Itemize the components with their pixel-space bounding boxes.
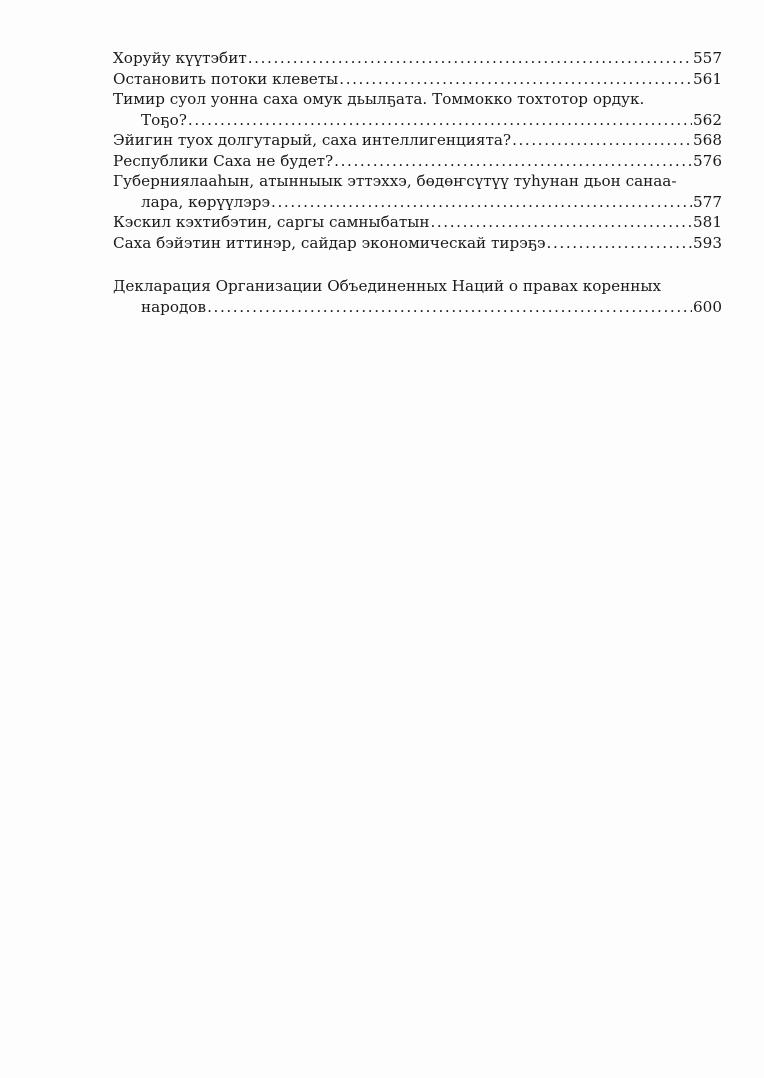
toc-entry: [113, 130, 722, 151]
toc-entry: [113, 69, 722, 90]
table-of-contents: [113, 48, 722, 317]
toc-entry-title: Тимир суол уонна саха омук дьылҕата. Томмокко тохтотор ордук.: [113, 90, 645, 108]
toc-entry-title: Эйигин туох долгутарый, саха интеллигенцията?: [113, 131, 512, 149]
toc-entry: [113, 151, 722, 172]
toc-entry: [113, 233, 722, 254]
toc-entry: [113, 48, 722, 69]
toc-line: [113, 130, 722, 151]
toc-page-number: 593: [693, 233, 722, 252]
toc-entry: [113, 89, 722, 130]
toc-line: [113, 276, 722, 297]
dot-leader: [339, 69, 692, 90]
dot-leader: [188, 110, 692, 131]
toc-entry-title-continuation: народов: [141, 297, 207, 316]
dot-leader: [271, 192, 692, 213]
toc-page-number: 600: [693, 297, 722, 316]
dot-leader: [248, 48, 692, 69]
toc-line: [113, 233, 722, 254]
toc-entry-title-continuation: лара, көрүүлэрэ: [141, 192, 271, 211]
toc-page-number: 557: [693, 49, 722, 67]
toc-entry: [113, 171, 722, 212]
toc-appendix-entry: [113, 276, 722, 317]
dot-leader: [547, 233, 692, 254]
toc-line-continuation: [113, 192, 722, 213]
dot-leader: [430, 212, 692, 233]
toc-line: [113, 171, 722, 192]
toc-line-continuation: [113, 110, 722, 131]
dot-leader: [207, 297, 692, 318]
toc-page-number: 581: [693, 213, 722, 231]
toc-line: [113, 69, 722, 90]
toc-page-number: 561: [693, 69, 722, 88]
toc-entry-title: Республики Саха не будет?: [113, 151, 334, 170]
section-gap: [113, 253, 722, 276]
toc-page-number: 577: [693, 192, 722, 211]
toc-entry-title: Кэскил кэхтибэтин, саргы самныбатын: [113, 213, 430, 231]
toc-entry-title: Саха бэйэтин иттинэр, сайдар экономическай тирэҕэ: [113, 233, 546, 252]
toc-page-number: 568: [693, 131, 722, 149]
toc-line: [113, 151, 722, 172]
toc-line-continuation: [113, 297, 722, 318]
toc-page-number: 562: [693, 110, 722, 129]
toc-entry-title: Декларация Организации Объединенных Наций о правах коренных: [113, 277, 662, 295]
toc-line: [113, 48, 722, 69]
toc-entry: [113, 212, 722, 233]
toc-entry-title: Остановить потоки клеветы: [113, 69, 339, 88]
toc-entry-title: Губерниялааһын, атынныык эттэххэ, бөдөҥсүтүү туһунан дьон санаа-: [113, 172, 677, 190]
toc-page-number: 576: [693, 151, 722, 170]
toc-entry-title-continuation: Тоҕо?: [141, 110, 187, 129]
toc-line: [113, 212, 722, 233]
toc-entry-title: Хоруйу күүтэбит: [113, 49, 247, 67]
dot-leader: [334, 151, 692, 172]
dot-leader: [512, 130, 692, 151]
toc-line: [113, 89, 722, 110]
